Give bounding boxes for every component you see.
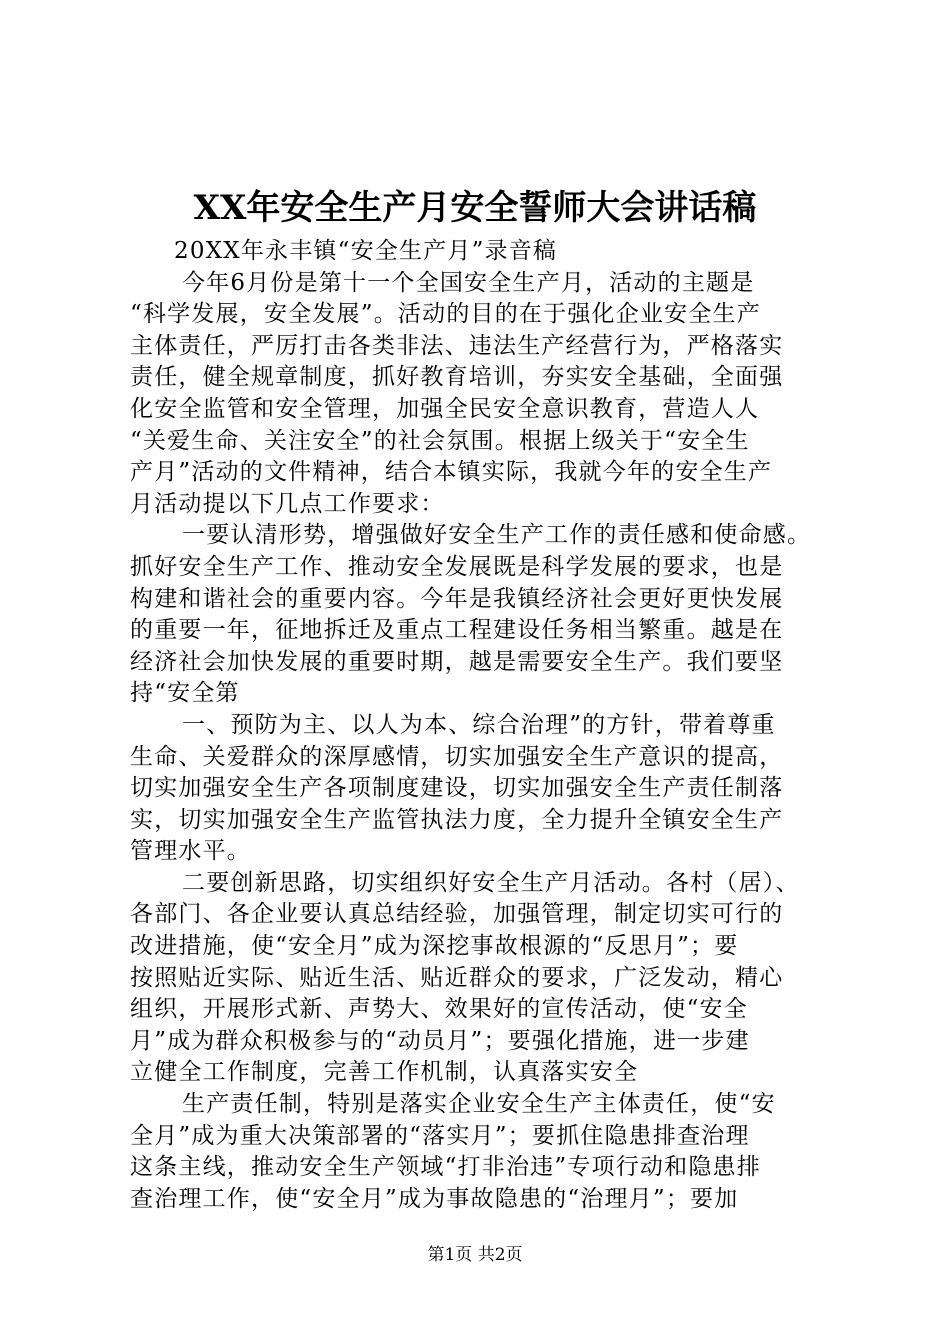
text-line: 月活动提以下几点工作要求： — [130, 490, 445, 517]
page-footer — [0, 1244, 950, 1266]
text-line: 化安全监管和安全管理，加强全民安全意识教育，营造人人 — [130, 395, 760, 422]
document-body — [130, 236, 830, 1215]
text-line: 改进措施，使“安全月”成为深挖事故根源的“反思月”；要 — [130, 933, 739, 960]
text-line: 按照贴近实际、贴近生活、贴近群众的要求，广泛发动，精心 — [130, 964, 784, 991]
text-line: 的重要一年，征地拆迁及重点工程建设任务相当繁重。越是在 — [130, 617, 784, 644]
text-line: “科学发展，安全发展”。活动的目的在于强化企业安全生产 — [130, 301, 761, 328]
text-line: 各部门、各企业要认真总结经验，加强管理，制定切实可行的 — [130, 901, 784, 928]
document-subtitle: 20XX年永丰镇“安全生产月”录音稿 — [174, 238, 558, 264]
text-line: 查治理工作，使“安全月”成为事故隐患的“治理月”；要加 — [130, 1185, 739, 1212]
text-line: 责任，健全规章制度，抓好教育培训，夯实安全基础，全面强 — [130, 364, 784, 391]
document-title: XX年安全生产月安全誓师大会讲话稿 — [193, 188, 757, 228]
text-line: 产月”活动的文件精神，结合本镇实际，我就今年的安全生产 — [130, 459, 773, 486]
text-line: 今年6月份是第十一个全国安全生产月，活动的主题是 — [182, 269, 755, 296]
text-line: 这条主线，推动安全生产领域“打非治违”专项行动和隐患排 — [130, 1154, 761, 1181]
text-line: 全月”成为重大决策部署的“落实月”；要抓住隐患排查治理 — [130, 1122, 750, 1149]
text-line: 一、预防为主、以人为本、综合治理”的方针，带着尊重 — [182, 711, 776, 738]
text-line: 组织，开展形式新、声势大、效果好的宣传活动，使“安全 — [130, 996, 748, 1023]
text-line: 经济社会加快发展的重要时期，越是需要安全生产。我们要坚 — [130, 648, 784, 675]
text-line: 生产责任制，特别是落实企业安全生产主体责任，使“安 — [182, 1091, 776, 1118]
text-line: 月”成为群众积极参与的“动员月”；要强化措施，进一步建 — [130, 1027, 750, 1054]
text-line: 管理水平。 — [130, 838, 251, 865]
text-line: 二要创新思路，切实组织好安全生产月活动。各村（居）、 — [182, 869, 800, 896]
text-line: 抓好安全生产工作、推动安全发展既是科学发展的要求，也是 — [130, 553, 784, 580]
text-line: 持“安全第 — [130, 680, 240, 707]
text-line: 一要认清形势，增强做好安全生产工作的责任感和使命感。 — [182, 522, 812, 549]
text-line: 切实加强安全生产各项制度建设，切实加强安全生产责任制落 — [130, 775, 784, 802]
text-line: 实，切实加强安全生产监管执法力度，全力提升全镇安全生产 — [130, 806, 784, 833]
text-line: 主体责任，严厉打击各类非法、违法生产经营行为，严格落实 — [130, 332, 784, 359]
text-line: “关爱生命、关注安全”的社会氛围。根据上级关于“安全生 — [130, 427, 750, 454]
text-line: 生命、关爱群众的深厚感情，切实加强安全生产意识的提高， — [130, 743, 784, 770]
page-indicator: 第1页 共2页 — [427, 1245, 523, 1265]
text-line: 构建和谐社会的重要内容。今年是我镇经济社会更好更快发展 — [130, 585, 784, 612]
text-line: 立健全工作制度，完善工作机制，认真落实安全 — [130, 1059, 639, 1086]
